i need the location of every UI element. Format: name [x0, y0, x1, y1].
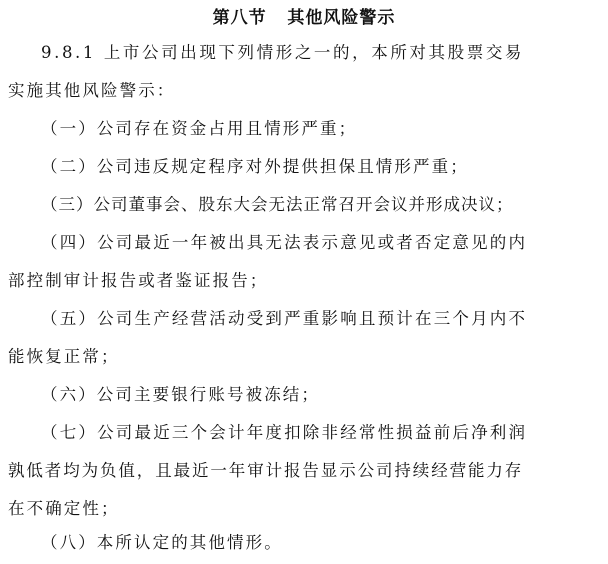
- item-6-line-1: （六）公司主要银行账号被冻结；: [41, 385, 320, 404]
- item-7-line-2: 孰低者均为负值，且最近一年审计报告显示公司持续经营能力存: [8, 461, 524, 480]
- item-5-line-2: 能恢复正常；: [8, 347, 120, 366]
- item-7-line-3: 在不确定性；: [8, 499, 120, 518]
- item-2-line-1: （二）公司违反规定程序对外提供担保且情形严重；: [41, 157, 469, 176]
- item-3-line-1: （三）公司董事会、股东大会无法正常召开会议并形成决议；: [41, 195, 514, 214]
- item-5-line-1: （五）公司生产经营活动受到严重影响且预计在三个月内不: [41, 309, 528, 328]
- item-8-line-1: （八）本所认定的其他情形。: [41, 533, 283, 552]
- item-4-line-1: （四）公司最近一年被出具无法表示意见或者否定意见的内: [41, 233, 528, 252]
- item-7-line-1: （七）公司最近三个会计年度扣除非经常性损益前后净利润: [41, 423, 528, 442]
- clause-line-1: 9.8.1 上市公司出现下列情形之一的，本所对其股票交易: [41, 43, 525, 62]
- section-title: 第八节 其他风险警示: [212, 8, 396, 28]
- item-4-line-2: 部控制审计报告或者鉴证报告；: [8, 271, 269, 290]
- item-1-line-1: （一）公司存在资金占用且情形严重；: [41, 119, 358, 138]
- clause-line-2: 实施其他风险警示：: [8, 81, 176, 100]
